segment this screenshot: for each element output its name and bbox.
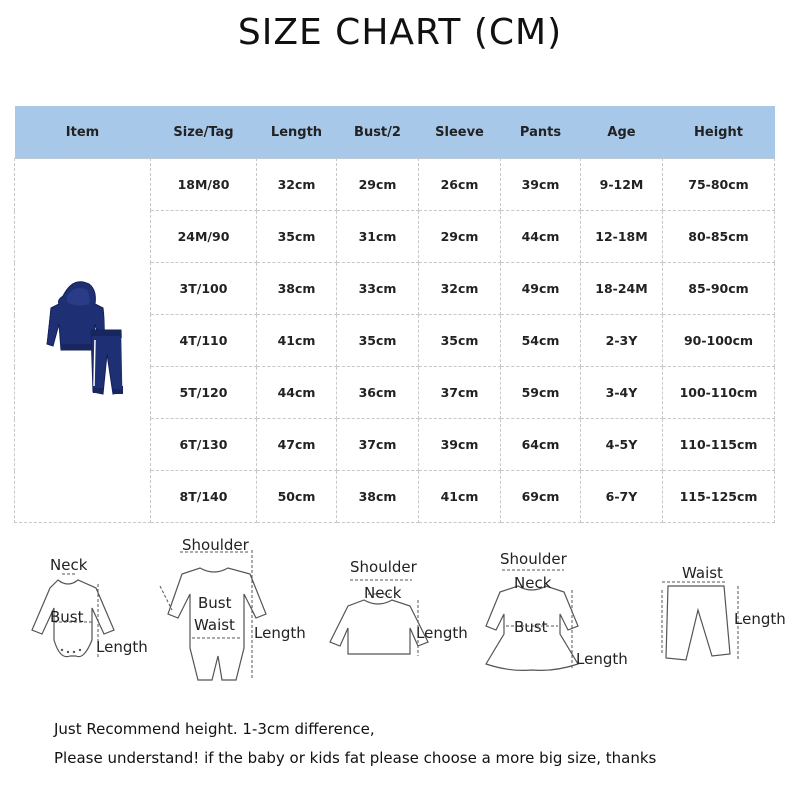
- cell-height: 85-90cm: [663, 263, 775, 315]
- cell-size-tag: 18M/80: [151, 159, 257, 211]
- cell-age: 9-12M: [581, 159, 663, 211]
- header-item: Item: [15, 106, 151, 159]
- cell-height: 80-85cm: [663, 211, 775, 263]
- cell-sleeve: 35cm: [419, 315, 501, 367]
- note-line-2: Please understand! if the baby or kids fat please choose a more big size, thanks: [54, 749, 657, 767]
- dress-bust-label: Bust: [514, 618, 548, 636]
- cell-bust: 36cm: [337, 367, 419, 419]
- header-size-tag: Size/Tag: [151, 106, 257, 159]
- cell-age: 6-7Y: [581, 471, 663, 523]
- top-shoulder-label: Shoulder: [350, 558, 417, 576]
- cell-bust: 33cm: [337, 263, 419, 315]
- cell-length: 38cm: [257, 263, 337, 315]
- cell-sleeve: 29cm: [419, 211, 501, 263]
- bodysuit-neck-label: Neck: [50, 556, 88, 574]
- romper-outline: [152, 530, 322, 690]
- cell-size-tag: 6T/130: [151, 419, 257, 471]
- cell-bust: 38cm: [337, 471, 419, 523]
- header-pants: Pants: [501, 106, 581, 159]
- romper-waist-label: Waist: [194, 616, 235, 634]
- pants-length-label: Length: [734, 610, 786, 628]
- cell-bust: 35cm: [337, 315, 419, 367]
- cell-pants: 69cm: [501, 471, 581, 523]
- cell-pants: 49cm: [501, 263, 581, 315]
- header-sleeve: Sleeve: [419, 106, 501, 159]
- cell-pants: 59cm: [501, 367, 581, 419]
- cell-sleeve: 41cm: [419, 471, 501, 523]
- cell-age: 12-18M: [581, 211, 663, 263]
- tracksuit-product-image: [43, 274, 123, 404]
- cell-length: 41cm: [257, 315, 337, 367]
- cell-length: 50cm: [257, 471, 337, 523]
- cell-age: 18-24M: [581, 263, 663, 315]
- page-title: SIZE CHART (CM): [237, 12, 563, 53]
- cell-bust: 31cm: [337, 211, 419, 263]
- cell-age: 2-3Y: [581, 315, 663, 367]
- cell-size-tag: 4T/110: [151, 315, 257, 367]
- bodysuit-bust-label: Bust: [50, 608, 84, 626]
- cell-bust: 29cm: [337, 159, 419, 211]
- cell-length: 44cm: [257, 367, 337, 419]
- dress-length-label: Length: [576, 650, 628, 668]
- cell-age: 4-5Y: [581, 419, 663, 471]
- cell-pants: 44cm: [501, 211, 581, 263]
- table-row: [15, 159, 775, 211]
- pants-waist-label: Waist: [682, 564, 723, 582]
- header-bust: Bust/2: [337, 106, 419, 159]
- pants-diagram: [652, 530, 792, 680]
- dress-neck-label: Neck: [514, 574, 552, 592]
- romper-bust-label: Bust: [198, 594, 232, 612]
- romper-diagram: [152, 530, 322, 690]
- note-line-1: Just Recommend height. 1-3cm difference,: [54, 720, 375, 738]
- top-diagram: [328, 530, 478, 680]
- cell-pants: 54cm: [501, 315, 581, 367]
- cell-sleeve: 37cm: [419, 367, 501, 419]
- romper-length-label: Length: [254, 624, 306, 642]
- cell-height: 115-125cm: [663, 471, 775, 523]
- cell-height: 75-80cm: [663, 159, 775, 211]
- cell-size-tag: 8T/140: [151, 471, 257, 523]
- size-chart-table: [14, 106, 775, 523]
- cell-bust: 37cm: [337, 419, 419, 471]
- cell-sleeve: 39cm: [419, 419, 501, 471]
- dress-diagram: [474, 530, 634, 680]
- pants-outline: [652, 530, 792, 680]
- cell-size-tag: 3T/100: [151, 263, 257, 315]
- product-image-cell: [15, 159, 151, 523]
- bodysuit-diagram: [18, 530, 158, 680]
- cell-sleeve: 26cm: [419, 159, 501, 211]
- cell-height: 100-110cm: [663, 367, 775, 419]
- cell-sleeve: 32cm: [419, 263, 501, 315]
- top-length-label: Length: [416, 624, 468, 642]
- top-outline: [328, 530, 478, 680]
- cell-age: 3-4Y: [581, 367, 663, 419]
- cell-height: 90-100cm: [663, 315, 775, 367]
- top-neck-label: Neck: [364, 584, 402, 602]
- cell-length: 47cm: [257, 419, 337, 471]
- header-height: Height: [663, 106, 775, 159]
- cell-pants: 64cm: [501, 419, 581, 471]
- table-header-row: [15, 106, 775, 159]
- header-length: Length: [257, 106, 337, 159]
- cell-height: 110-115cm: [663, 419, 775, 471]
- cell-length: 32cm: [257, 159, 337, 211]
- cell-size-tag: 5T/120: [151, 367, 257, 419]
- cell-length: 35cm: [257, 211, 337, 263]
- bodysuit-length-label: Length: [96, 638, 148, 656]
- header-age: Age: [581, 106, 663, 159]
- dress-shoulder-label: Shoulder: [500, 550, 567, 568]
- bodysuit-outline: [18, 530, 158, 680]
- romper-shoulder-label: Shoulder: [182, 536, 249, 554]
- cell-size-tag: 24M/90: [151, 211, 257, 263]
- cell-pants: 39cm: [501, 159, 581, 211]
